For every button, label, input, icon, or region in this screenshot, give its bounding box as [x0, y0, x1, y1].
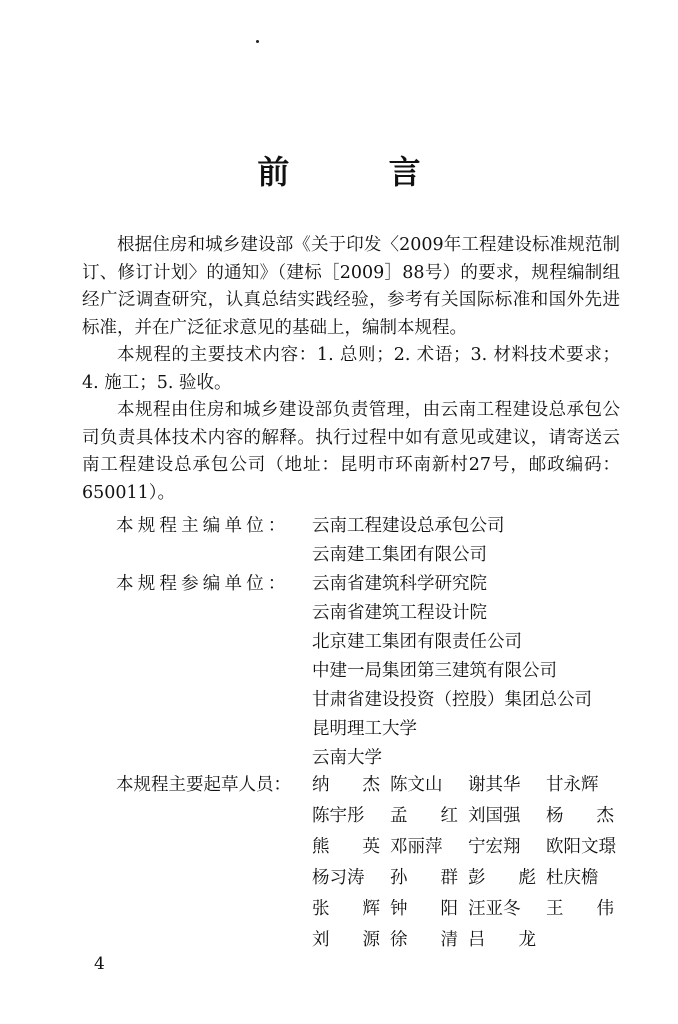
drafter-name: 彭 彪 [468, 868, 536, 888]
chief-editor-row [116, 541, 636, 570]
preface-body [82, 232, 620, 507]
participating-row [116, 715, 636, 744]
drafters-list [312, 770, 642, 956]
drafter-name: 汪亚冬 [468, 899, 521, 919]
drafter-name: 刘国强 [468, 806, 521, 826]
chief-editor-row [116, 512, 636, 541]
drafter-name: 宁宏翔 [468, 837, 521, 857]
participating-row [116, 744, 636, 773]
participating-org: 甘肃省建设投资（控股）集团总公司 [312, 690, 592, 710]
organization-roster [116, 512, 636, 773]
participating-org: 北京建工集团有限责任公司 [312, 632, 522, 652]
participating-row [116, 657, 636, 686]
drafter-name: 纳 杰 [312, 775, 380, 795]
drafter-name: 吕 龙 [468, 930, 536, 950]
drafter-name: 徐 清 [390, 930, 458, 950]
drafter-name: 王 伟 [546, 899, 614, 919]
drafter-name: 孙 群 [390, 868, 458, 888]
participating-row [116, 628, 636, 657]
drafter-name: 杨 杰 [546, 806, 614, 826]
participating-row [116, 570, 636, 599]
drafter-name: 熊 英 [312, 837, 380, 857]
participating-org: 中建一局集团第三建筑有限公司 [312, 661, 557, 681]
paragraph-background: 根据住房和城乡建设部《关于印发〈2009年工程建设标准规范制订、修订计划〉的通知》（建标［2009］88号）的要求，规程编制组经广泛调查研究，认真总结实践经验，参考有关国际标准和国外先进标准，并在广泛征求意见的基础上，编制本规程。 [82, 235, 620, 338]
participating-org: 云南省建筑工程设计院 [312, 603, 487, 623]
drafter-name: 张 辉 [312, 899, 380, 919]
stray-dot-mark [256, 40, 259, 43]
participating-org: 云南大学 [312, 748, 382, 768]
drafter-name: 甘永辉 [546, 775, 599, 795]
page-title: 前 言 [257, 153, 465, 191]
drafters-role: 本规程主要起草人员： [116, 775, 291, 795]
drafter-name: 陈文山 [390, 775, 443, 795]
participating-row [116, 686, 636, 715]
participating-row [116, 599, 636, 628]
drafter-name: 孟 红 [390, 806, 458, 826]
participating-org: 昆明理工大学 [312, 719, 417, 739]
drafter-name: 刘 源 [312, 930, 380, 950]
chief-editor-org: 云南建工集团有限公司 [312, 545, 487, 565]
drafter-name: 杨习涛 [312, 868, 365, 888]
page-number: 4 [94, 954, 105, 974]
chief-editor-role: 本规程主编单位： [116, 516, 290, 536]
drafter-name: 钟 阳 [390, 899, 458, 919]
paragraph-contents: 本规程的主要技术内容：1. 总则；2. 术语；3. 材料技术要求；4. 施工；5. 验收。 [82, 345, 620, 393]
drafter-name: 谢其华 [468, 775, 521, 795]
participating-org: 云南省建筑科学研究院 [312, 574, 487, 594]
chief-editor-org: 云南工程建设总承包公司 [312, 516, 505, 536]
paragraph-management: 本规程由住房和城乡建设部负责管理，由云南工程建设总承包公司负责具体技术内容的解释。执行过程中如有意见或建议，请寄送云南工程建设总承包公司（地址：昆明市环南新村27号，邮政编码：650011）。 [82, 400, 620, 503]
drafter-name: 邓丽萍 [390, 837, 443, 857]
drafter-name: 欧阳文璟 [546, 837, 616, 857]
drafter-name: 陈宇彤 [312, 806, 365, 826]
drafter-name: 杜庆檐 [546, 868, 599, 888]
participating-role: 本规程参编单位： [116, 574, 290, 594]
